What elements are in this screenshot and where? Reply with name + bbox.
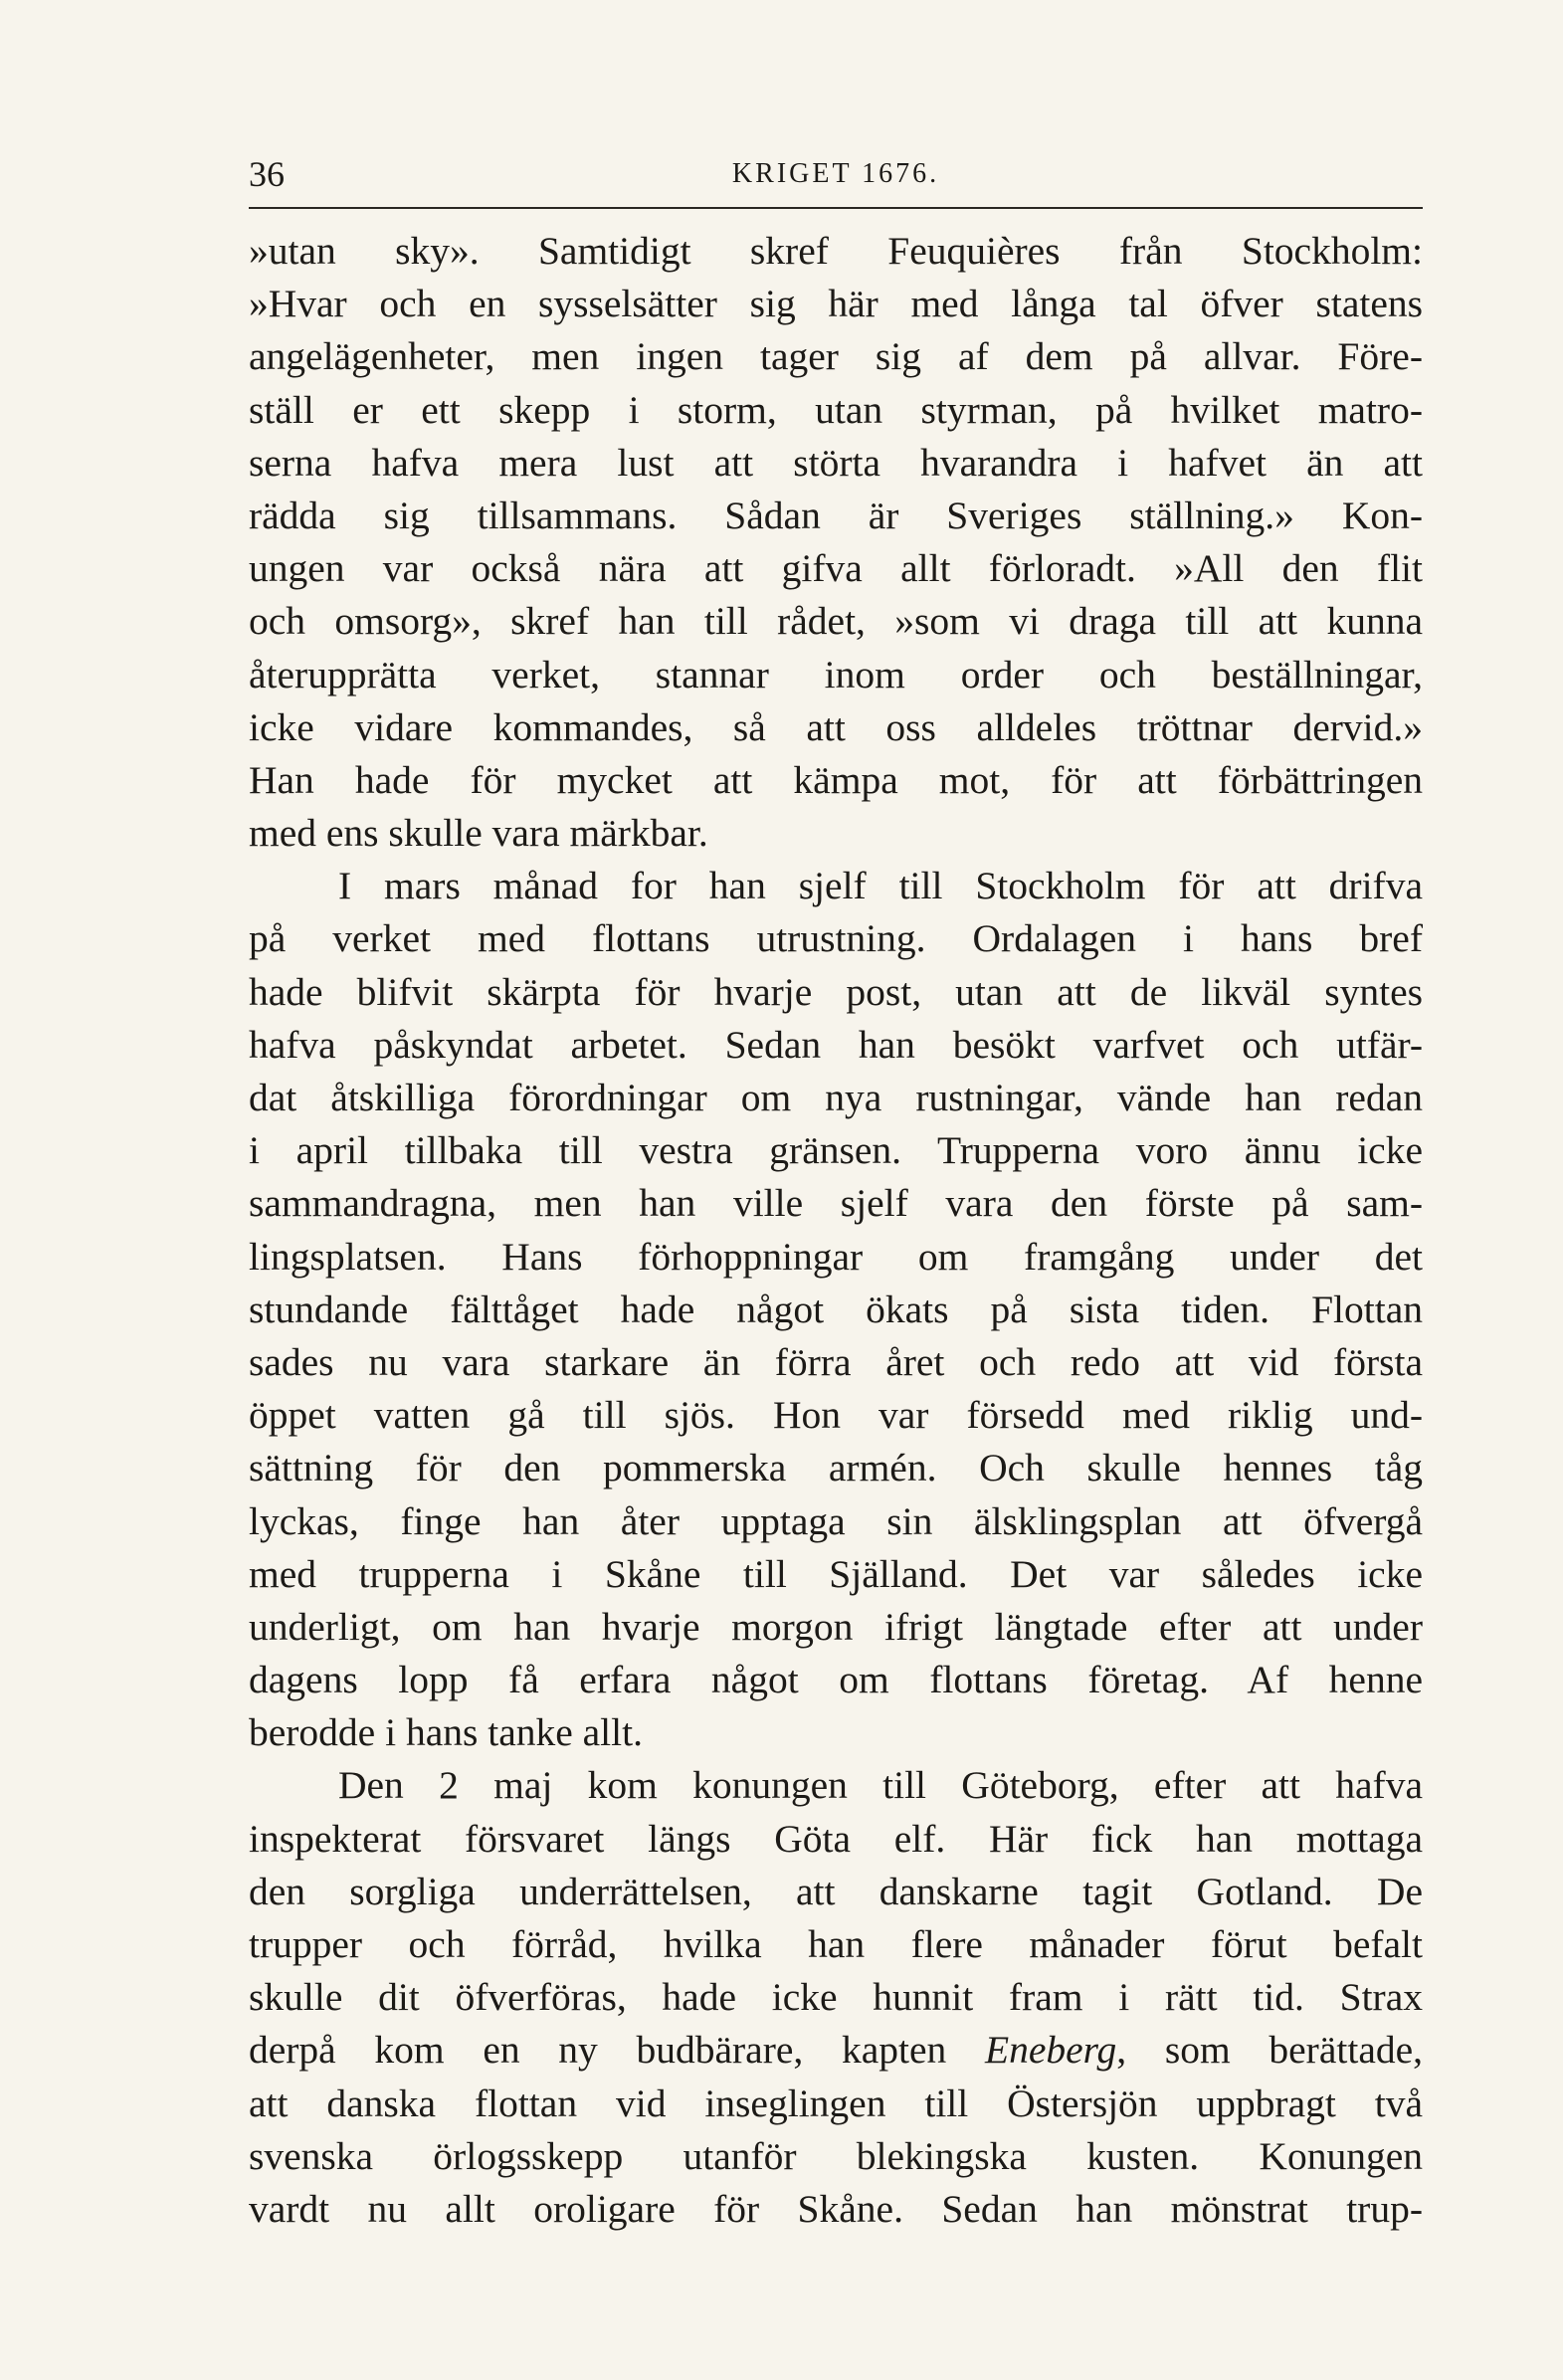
text-line: trupper och förråd, hvilka han flere månader förut befalt bbox=[249, 1922, 1423, 1966]
text-line: angelägenheter, men ingen tager sig af dem på allvar. Före- bbox=[249, 334, 1423, 379]
running-title: KRIGET 1676. bbox=[731, 158, 940, 189]
text-line: på verket med flottans utrustning. Ordalagen i hans bref bbox=[249, 916, 1423, 961]
text-line: Han hade för mycket att kämpa mot, för att förbättringen bbox=[249, 757, 1423, 802]
body-text bbox=[249, 225, 1423, 2236]
text-line: ungen var också nära att gifva allt förloradt. »All den flit bbox=[249, 546, 1423, 591]
text-line: svenska örlogsskepp utanför blekingska kusten. Konungen bbox=[249, 2133, 1423, 2178]
text-line: med trupperna i Skåne till Själland. Det var således icke bbox=[249, 1551, 1423, 1596]
text-line: ställ er ett skepp i storm, utan styrman, på hvilket matro- bbox=[249, 387, 1423, 432]
text-line: med ens skulle vara märkbar. bbox=[249, 811, 708, 856]
text-line: Den 2 maj kom konungen till Göteborg, efter att hafva bbox=[338, 1763, 1423, 1808]
text-line: icke vidare kommandes, så att oss alldeles tröttnar dervid.» bbox=[249, 704, 1423, 749]
text-line: hade blifvit skärpta för hvarje post, utan att de likväl syntes bbox=[249, 969, 1423, 1014]
text-line: och omsorg», skref han till rådet, »som vi draga till att kunna bbox=[249, 599, 1423, 644]
text-line: serna hafva mera lust att störta hvarandra i hafvet än att bbox=[249, 440, 1423, 485]
header-rule bbox=[249, 207, 1423, 209]
text-line: rädda sig tillsammans. Sådan är Sveriges ställning.» Kon- bbox=[249, 493, 1423, 537]
text-line: skulle dit öfverföras, hade icke hunnit fram i rätt tid. Strax bbox=[249, 1975, 1423, 2020]
text-line: vardt nu allt oroligare för Skåne. Sedan han mönstrat trup- bbox=[249, 2186, 1423, 2231]
text-line: hafva påskyndat arbetet. Sedan han besökt varfvet och utfär- bbox=[249, 1022, 1423, 1067]
text-line: derpå kom en ny budbärare, kapten Eneberg, som berättade, bbox=[249, 2028, 1423, 2073]
running-head bbox=[249, 149, 1423, 199]
text-line: återupprätta verket, stannar inom order och beställningar, bbox=[249, 652, 1423, 696]
text-line: underligt, om han hvarje morgon ifrigt längtade efter att under bbox=[249, 1604, 1423, 1649]
italic-name: Eneberg bbox=[984, 2028, 1117, 2073]
page-number: 36 bbox=[249, 154, 285, 194]
text-line: dat åtskilliga förordningar om nya rustningar, vände han redan bbox=[249, 1076, 1423, 1119]
text-line: sades nu vara starkare än förra året och redo att vid första bbox=[249, 1339, 1423, 1384]
text-line: »Hvar och en sysselsätter sig här med långa tal öfver statens bbox=[249, 282, 1423, 326]
text-line: lingsplatsen. Hans förhoppningar om framgång under det bbox=[249, 1234, 1423, 1279]
text-line: sättning för den pommerska armén. Och skulle hennes tåg bbox=[249, 1446, 1423, 1490]
text-line: inspekterat försvaret längs Göta elf. Här fick han mottaga bbox=[249, 1816, 1423, 1861]
text-line: berodde i hans tanke allt. bbox=[249, 1710, 643, 1755]
text-line: »utan sky». Samtidigt skref Feuquières från Stockholm: bbox=[249, 229, 1423, 273]
text-line: I mars månad for han sjelf till Stockholm för att drifva bbox=[338, 864, 1423, 908]
text-line: sammandragna, men han ville sjelf vara den förste på sam- bbox=[249, 1181, 1423, 1226]
text-line: dagens lopp få erfara något om flottans företag. Af henne bbox=[249, 1658, 1423, 1702]
text-line: lyckas, finge han åter upptaga sin älsklingsplan att öfvergå bbox=[249, 1498, 1423, 1543]
text-line: öppet vatten gå till sjös. Hon var försedd med riklig und- bbox=[249, 1393, 1423, 1438]
text-line: den sorgliga underrättelsen, att danskarne tagit Gotland. De bbox=[249, 1869, 1423, 1913]
text-line: i april tillbaka till vestra gränsen. Trupperna voro ännu icke bbox=[249, 1128, 1423, 1173]
text-line: stundande fälttåget hade något ökats på sista tiden. Flottan bbox=[249, 1287, 1423, 1331]
text-line: att danska flottan vid inseglingen till Östersjön uppbragt två bbox=[249, 2081, 1423, 2125]
